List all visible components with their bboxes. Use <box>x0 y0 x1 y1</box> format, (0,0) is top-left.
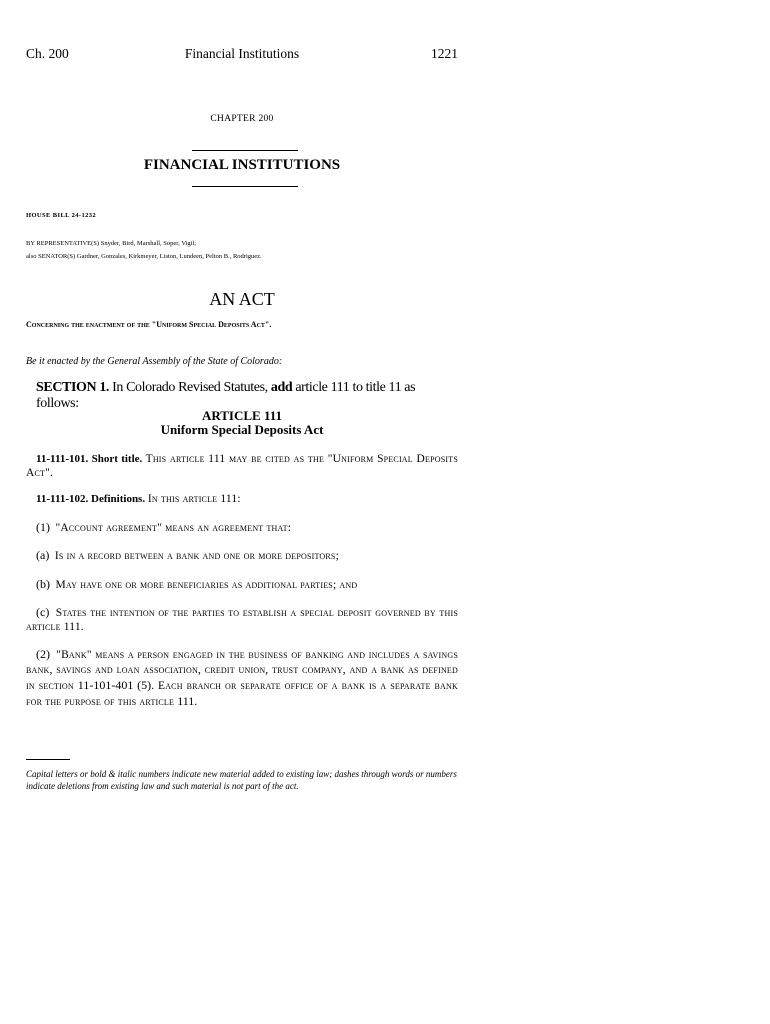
page-number: 1221 <box>431 46 458 61</box>
paragraph-text: In this article 111: <box>147 493 241 505</box>
definition-1b <box>36 577 468 592</box>
paragraph-11-111-101 <box>26 452 458 480</box>
item-text: "Account agreement" means an agreement that: <box>55 522 292 534</box>
article-title: Uniform Special Deposits Act <box>160 422 324 437</box>
item-number: (b) <box>36 577 50 591</box>
article-reference: 111. <box>177 694 198 708</box>
paragraph-11-111-102 <box>36 492 468 506</box>
enacting-clause: Be it enacted by the General Assembly of the State of Colorado: <box>26 356 283 367</box>
item-number: (a) <box>36 548 50 562</box>
paragraph-heading: 11-111-101. Short title. <box>36 453 143 465</box>
footnote: Capital letters or bold & italic numbers indicate new material added to existing law; dashes through words or numbers indicate deletions from existing law and such material is not part of the act. <box>26 769 457 791</box>
act-heading: AN ACT <box>209 289 275 309</box>
item-text-continued: Each branch or separate office of a bank is a separate bank for the purpose of this article <box>26 680 458 708</box>
sponsors <box>26 237 262 263</box>
paragraph-text: This article 111 may be cited as the "Uniform Special Deposits Act". <box>26 453 458 479</box>
item-text: May have one or more beneficiaries as additional parties; and <box>55 579 358 591</box>
definition-1c <box>26 605 458 634</box>
paragraph-heading: 11-111-102. Definitions. <box>36 493 146 505</box>
article-number: ARTICLE 111 <box>201 408 283 423</box>
definition-1a <box>36 548 468 563</box>
title-rule-bottom <box>192 186 298 187</box>
senators-line: also SENATOR(S) Gardner, Gonzales, Kirkmeyer, Liston, Lundeen, Pelton B., Rodriguez. <box>26 253 262 260</box>
header-subject: Financial Institutions <box>184 46 300 61</box>
item-text: "Bank" means a person engaged in the business of banking and includes a savings bank, savings and loan association, credit union, trust company, and a bank as defined in section <box>26 649 458 692</box>
footnote-rule <box>26 759 70 760</box>
definition-1 <box>36 520 468 535</box>
bill-number: HOUSE BILL 24-1232 <box>26 212 97 219</box>
section-label: SECTION 1. <box>36 380 110 395</box>
section-reference: 11-101-401 (5). <box>77 678 155 692</box>
chapter-title: FINANCIAL INSTITUTIONS <box>143 157 341 173</box>
header-chapter: Ch. 200 <box>26 46 69 61</box>
title-rule-top <box>192 150 298 151</box>
section-action: add <box>270 380 293 395</box>
article-heading <box>26 409 458 437</box>
concerning-clause: Concerning the enactment of the "Uniform Special Deposits Act". <box>26 320 272 329</box>
chapter-label: CHAPTER 200 <box>210 114 274 124</box>
item-number: (1) <box>36 520 50 534</box>
item-text: States the intention of the parties to establish a special deposit governed by this article 111. <box>26 607 458 633</box>
item-number: (2) <box>36 647 50 661</box>
definition-2 <box>26 647 458 710</box>
section-text-after: article 111 to title 11 as follows: <box>36 380 416 411</box>
item-text: Is in a record between a bank and one or more depositors; <box>54 550 339 562</box>
representatives-line: BY REPRESENTATIVE(S) Snyder, Bird, Marshall, Soper, Vigil; <box>26 240 197 247</box>
item-number: (c) <box>36 605 50 619</box>
section-text-before: In Colorado Revised Statutes, <box>109 380 271 395</box>
